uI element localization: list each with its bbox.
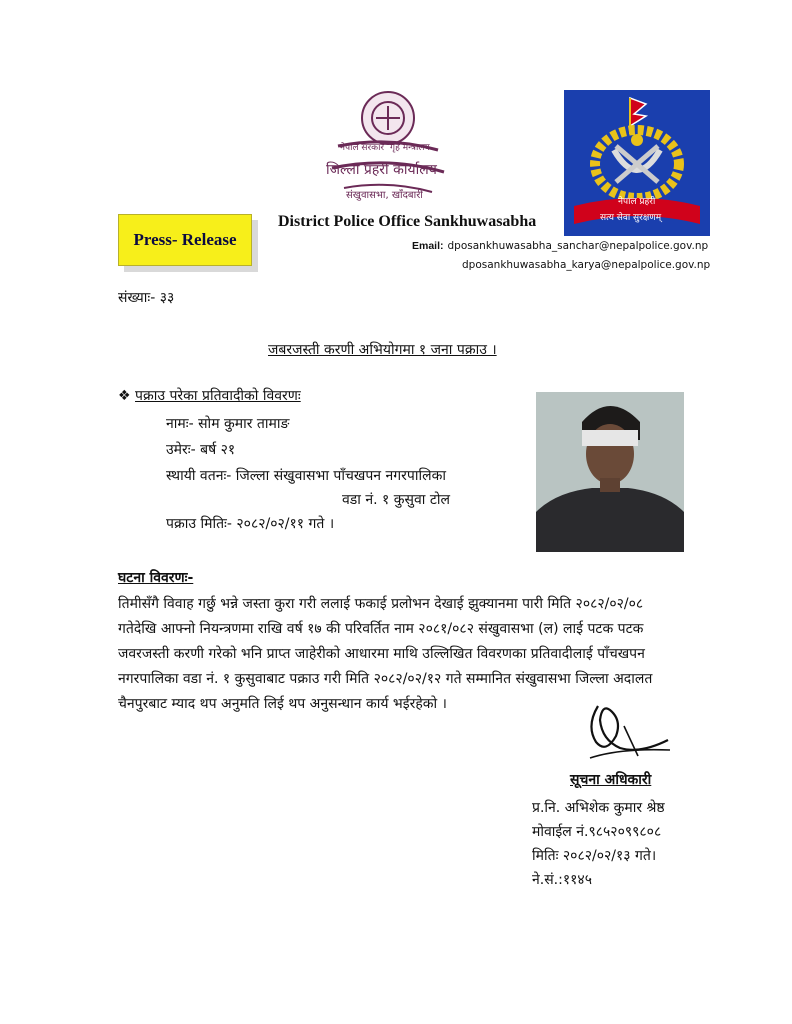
district-office-seal (318, 88, 458, 208)
svg-text:संखुवासभा, खाँदबारी: संखुवासभा, खाँदबारी (346, 190, 423, 201)
press-release-badge (118, 214, 252, 266)
accused-photo (536, 392, 684, 552)
svg-text:गृह मन्त्रालय: गृह मन्त्रालय (390, 143, 430, 153)
accused-address-ward: वडा नं. १ कुसुवा टोल (342, 492, 451, 508)
email-label: Email: (412, 240, 444, 252)
officer-mobile: मोवाईल नं.९८५२०९९८०८ (532, 824, 662, 840)
incident-line: चैनपुरबाट म्याद थप अनुमति लिई थप अनुसन्धान कार्य भईरहेको । (118, 696, 447, 712)
email-sanchar[interactable]: dposankhuwasabha_sanchar@nepalpolice.gov.np (447, 240, 709, 252)
diamond-bullet-icon: ❖ (118, 388, 136, 404)
accused-age: उमेरः- बर्ष २१ (166, 442, 236, 458)
svg-text:नेपाल प्रहरी: नेपाल प्रहरी (618, 197, 656, 207)
office-name: District Police Office Sankhuwasabha (278, 213, 537, 230)
incident-line: नगरपालिका वडा नं. १ कुसुवाबाट पक्राउ गरी मिति २०८२/०२/१२ गते सम्मानित संखुवासभा जिल्ला अदालत (118, 671, 653, 687)
signature-date: मितिः २०८२/०२/१३ गते। (532, 848, 657, 864)
incident-line: जवरजस्ती करणी गरेको भनि प्राप्त जाहेरीको आधारमा माथि उल्लिखित विवरणका प्रतिवादीलाई पाँचखपन (118, 646, 645, 662)
nepal-police-logo (564, 90, 710, 236)
email-karya[interactable]: dposankhuwasabha_karya@nepalpolice.gov.np (462, 259, 711, 271)
signature (580, 696, 676, 766)
signature-title: सूचना अधिकारी (570, 772, 652, 788)
accused-name: नामः- सोम कुमार तामाङ (166, 416, 290, 432)
accused-address: स्थायी वतनः- जिल्ला संखुवासभा पाँचखपन नगरपालिका (166, 468, 446, 484)
arrest-date: पक्राउ मितिः- २०८२/०२/११ गते । (166, 516, 335, 532)
reference-number: संख्याः- ३३ (118, 290, 175, 306)
svg-text:सत्य सेवा सुरक्षणम्: सत्य सेवा सुरक्षणम् (600, 213, 662, 223)
incident-line: तिमीसँगै विवाह गर्छु भन्ने जस्ता कुरा गरी ललाई फकाई प्रलोभन देखाई झुक्यानमा पारी मिति २०८२/०२/०८ (118, 596, 644, 612)
nepal-sambat-ref: ने.सं.:११४५ (532, 872, 592, 888)
email-line-1 (412, 240, 708, 252)
accused-section-title: ❖ पक्राउ परेका प्रतिवादीको विवरणः (118, 388, 301, 404)
svg-text:नेपाल सरकार: नेपाल सरकार (340, 143, 385, 153)
incident-line: गतेदेखि आफ्नो नियन्त्रणमा राखि वर्ष १७ की परिवर्तित नाम २०८१/०८२ संखुवासभा (ल) लाई पटक पटक (118, 621, 644, 637)
incident-title: घटना विवरणः- (118, 570, 194, 586)
headline: जबरजस्ती करणी अभियोगमा १ जना पक्राउ । (268, 342, 497, 358)
officer-name: प्र.नि. अभिशेक कुमार श्रेष्ठ (532, 800, 665, 816)
svg-text:जिल्ला प्रहरी कार्यालय: जिल्ला प्रहरी कार्यालय (326, 162, 437, 178)
press-release-label: Press- Release (133, 230, 237, 249)
